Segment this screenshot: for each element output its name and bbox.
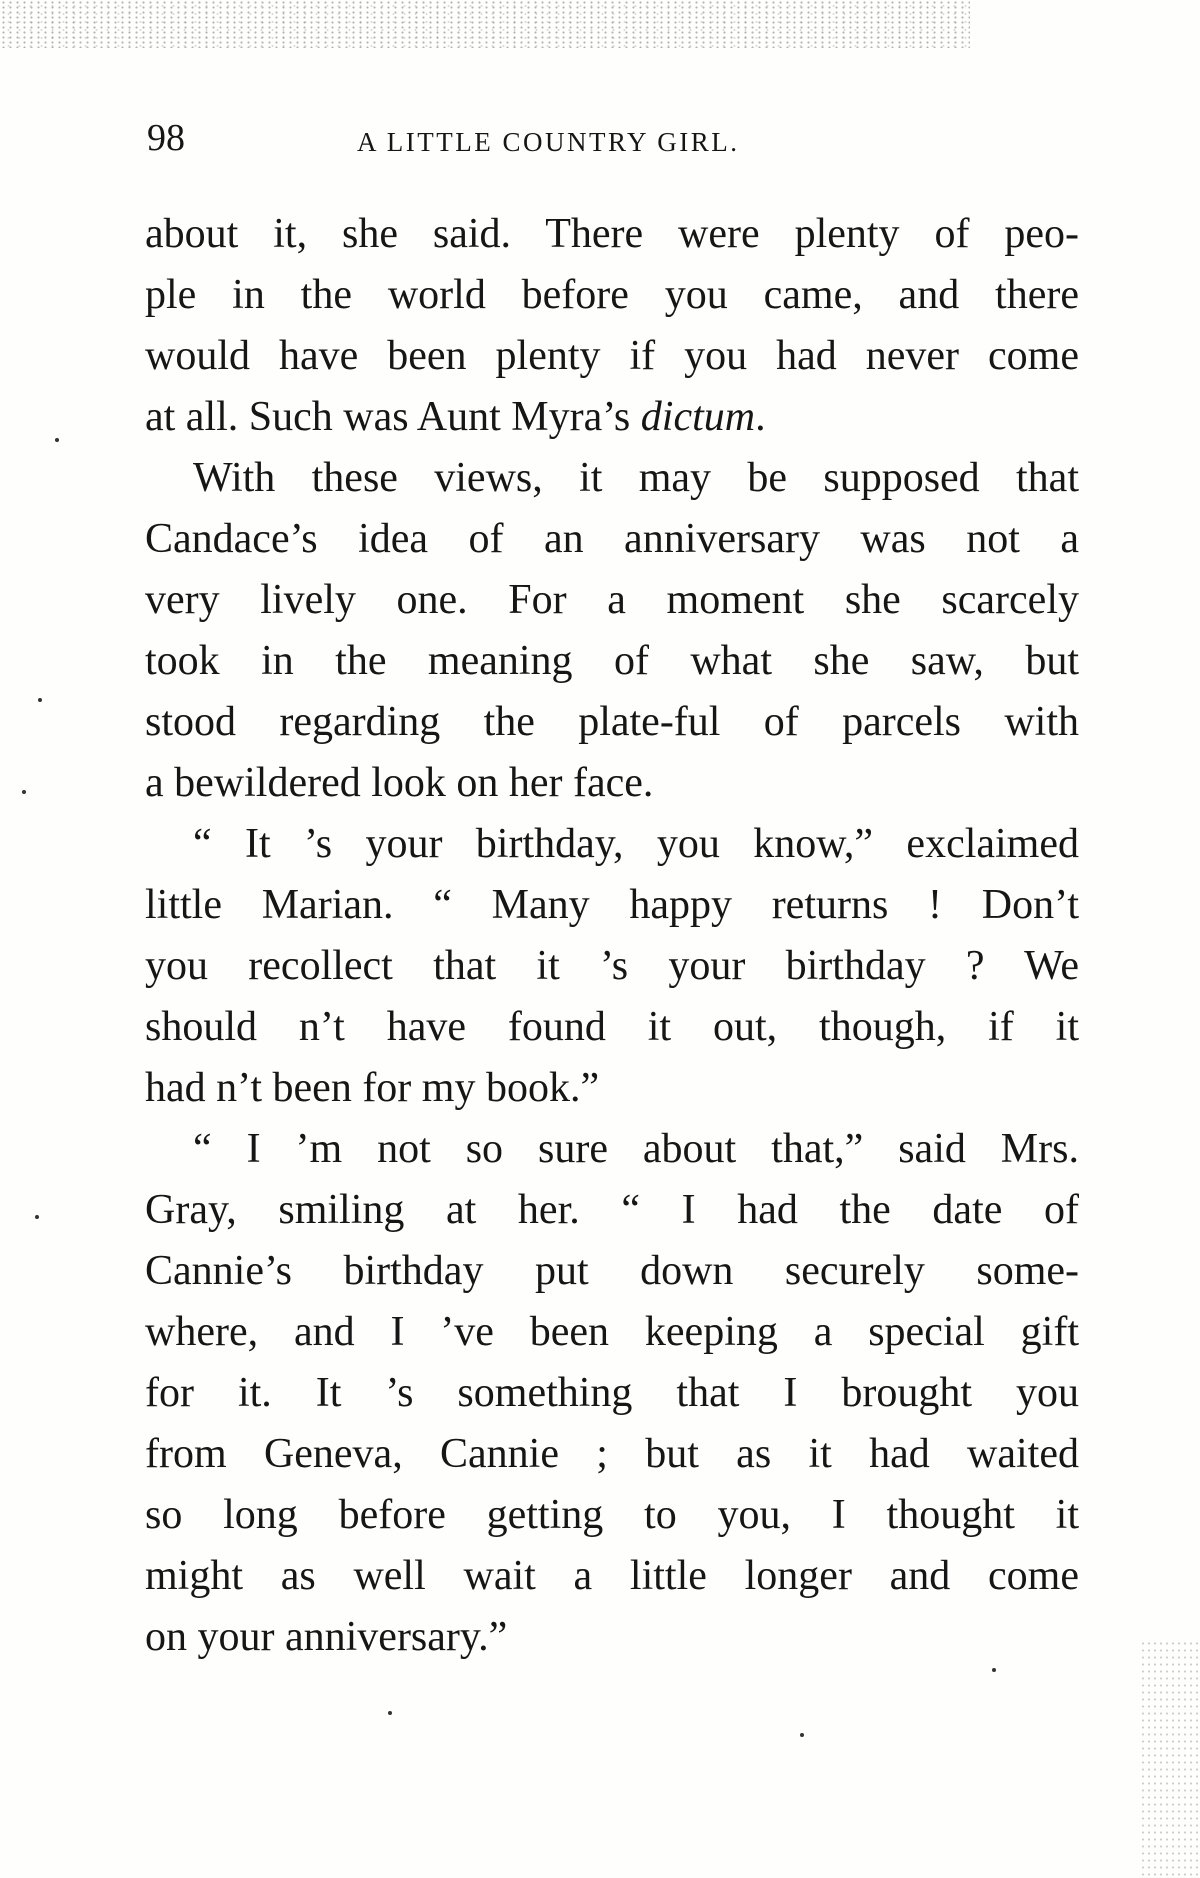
scan-speck xyxy=(35,1215,39,1219)
paragraph-first-line: With these views, it may be supposed that xyxy=(193,455,1079,501)
text-run: . xyxy=(755,394,766,440)
text-line: had n’t been for my book.” xyxy=(145,1065,600,1111)
text-line: for it. It ’s something that I brought you xyxy=(145,1370,1079,1416)
scan-noise-top xyxy=(0,0,970,48)
text-line: about it, she said. There were plenty of peo- xyxy=(145,211,1079,257)
text-line: might as well wait a little longer and come xyxy=(145,1553,1079,1599)
scan-speck xyxy=(22,790,26,794)
text-line: ple in the world before you came, and there xyxy=(145,272,1079,318)
text-line: very lively one. For a moment she scarcely xyxy=(145,577,1079,623)
scan-speck xyxy=(388,1711,392,1715)
paragraph-first-line: “ I ’m not so sure about that,” said Mrs. xyxy=(193,1126,1079,1172)
scan-speck xyxy=(800,1733,804,1737)
scan-speck xyxy=(55,438,59,442)
page-header xyxy=(147,110,927,166)
italic-term: dictum xyxy=(640,394,756,440)
scan-speck xyxy=(38,698,42,702)
text-line: little Marian. “ Many happy returns ! Don’t xyxy=(145,882,1079,928)
scan-speck xyxy=(992,1668,996,1672)
text-line: took in the meaning of what she saw, but xyxy=(145,638,1079,684)
scan-noise-right xyxy=(1140,1640,1200,1878)
text-line: Cannie’s birthday put down securely some- xyxy=(145,1248,1079,1294)
text-line: Gray, smiling at her. “ I had the date of xyxy=(145,1187,1079,1233)
text-line: from Geneva, Cannie ; but as it had waited xyxy=(145,1431,1079,1477)
text-line: would have been plenty if you had never come xyxy=(145,333,1079,379)
page-number: 98 xyxy=(147,117,185,159)
text-line: where, and I ’ve been keeping a special gift xyxy=(145,1309,1079,1355)
body-text xyxy=(145,204,1079,1668)
text-line: stood regarding the plate-ful of parcels with xyxy=(145,699,1079,745)
text-line: Candace’s idea of an anniversary was not a xyxy=(145,516,1079,562)
text-run: at all. Such was Aunt Myra’s xyxy=(145,394,641,440)
text-line: so long before getting to you, I thought it xyxy=(145,1492,1079,1538)
running-title: A LITTLE COUNTRY GIRL. xyxy=(357,127,740,157)
paragraph-first-line: “ It ’s your birthday, you know,” exclaimed xyxy=(193,821,1079,867)
text-line xyxy=(145,387,1079,448)
text-line: you recollect that it ’s your birthday ? We xyxy=(145,943,1079,989)
text-line: should n’t have found it out, though, if it xyxy=(145,1004,1079,1050)
text-line: a bewildered look on her face. xyxy=(145,760,654,806)
text-line: on your anniversary.” xyxy=(145,1614,508,1660)
